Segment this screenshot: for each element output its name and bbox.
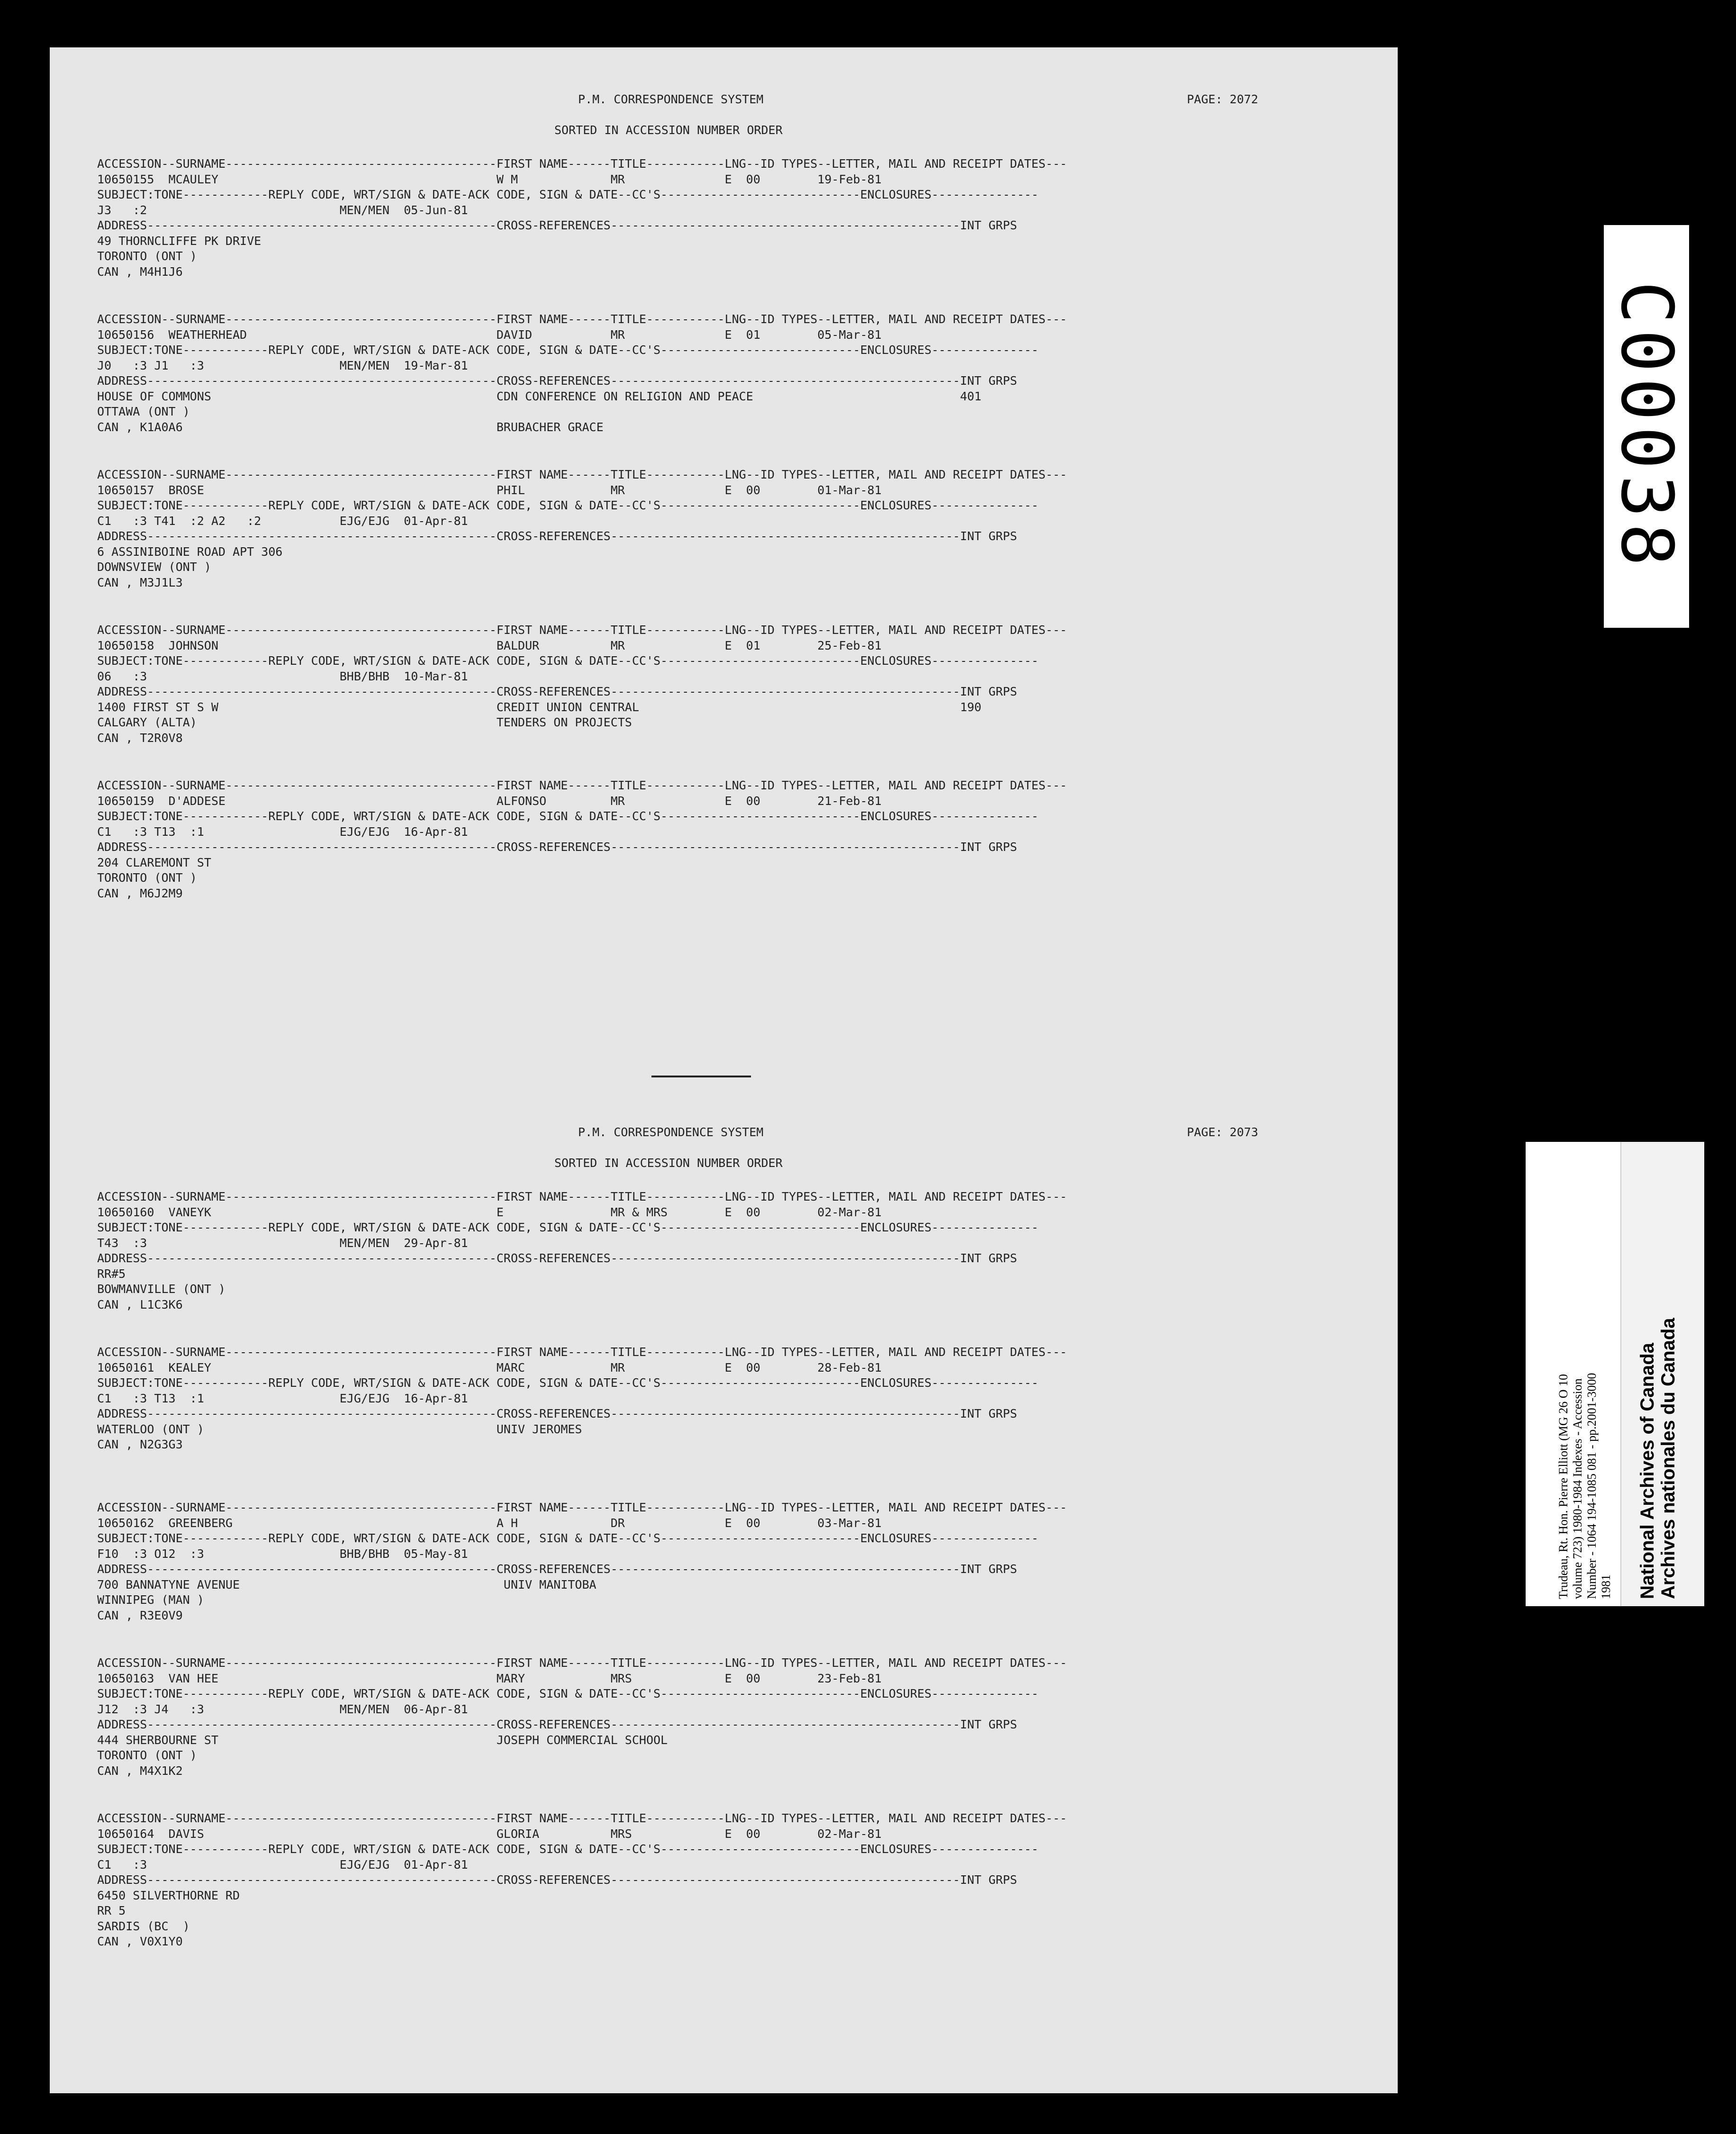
feed-hole: [1402, 1885, 1420, 1902]
feed-hole: [20, 1454, 37, 1471]
feed-hole: [20, 1550, 37, 1567]
record-line: DOWNSVIEW (ONT ): [97, 560, 211, 574]
record-line: 700 BANNATYNE AVENUE UNIV MANITOBA: [97, 1577, 597, 1591]
record-line: CAN , L1C3K6: [97, 1297, 183, 1311]
record-line: SUBJECT:TONE------------REPLY CODE, WRT/SIGN & DATE-ACK CODE, SIGN & DATE--CC'S----------------------------ENCLOSURES---------------: [97, 1221, 1039, 1234]
feed-hole: [1402, 2076, 1420, 2093]
record-line: ACCESSION--SURNAME--------------------------------------FIRST NAME------TITLE-----------LNG--ID TYPES--LETTER, MAIL AND RECEIPT DATES---: [97, 1190, 1067, 1203]
feed-hole: [1402, 1789, 1420, 1806]
feed-hole: [20, 1263, 37, 1280]
record-line: 444 SHERBOURNE ST JOSEPH COMMERCIAL SCHOOL: [97, 1733, 668, 1747]
record-line: ACCESSION--SURNAME--------------------------------------FIRST NAME------TITLE-----------LNG--ID TYPES--LETTER, MAIL AND RECEIPT DATES---: [97, 1345, 1067, 1359]
feed-hole: [20, 114, 37, 131]
record-line: SUBJECT:TONE------------REPLY CODE, WRT/SIGN & DATE-ACK CODE, SIGN & DATE--CC'S----------------------------ENCLOSURES---------------: [97, 1687, 1039, 1700]
feed-hole: [20, 1311, 37, 1328]
record-line: OTTAWA (ONT ): [97, 405, 190, 418]
record-line: T43 :3 MEN/MEN 29-Apr-81: [97, 1236, 468, 1250]
feed-hole: [1402, 976, 1420, 993]
record-line: ADDRESS-------------------------------------------------CROSS-REFERENCES-------------------------------------------------INT GRPS: [97, 1873, 1017, 1887]
feed-hole: [20, 210, 37, 227]
feed-hole: [1402, 1406, 1420, 1423]
page-separator: [651, 1076, 751, 1077]
record-line: CAN , T2R0V8: [97, 731, 183, 745]
record-line: 10650159 D'ADDESE ALFONSO MR E 00 21-Feb-81: [97, 794, 882, 808]
feed-hole: [1402, 353, 1420, 371]
feed-hole: [1402, 1837, 1420, 1854]
record-line: CAN , M6J2M9: [97, 886, 183, 900]
report-title: P.M. CORRESPONDENCE SYSTEM: [578, 1125, 764, 1139]
record-line: 10650161 KEALEY MARC MR E 00 28-Feb-81: [97, 1360, 882, 1374]
archive-institution-name: [1637, 1318, 1679, 1599]
feed-hole: [1402, 1358, 1420, 1375]
institution-line-en: National Archives of Canada: [1637, 1343, 1658, 1599]
feed-hole: [20, 641, 37, 658]
record-line: 10650162 GREENBERG A H DR E 00 03-Mar-81: [97, 1516, 882, 1530]
feed-hole: [20, 306, 37, 323]
correspondence-record: [50, 1500, 1398, 1623]
record-line: ACCESSION--SURNAME--------------------------------------FIRST NAME------TITLE-----------LNG--ID TYPES--LETTER, MAIL AND RECEIPT DATES---: [97, 623, 1067, 637]
sort-order: SORTED IN ACCESSION NUMBER ORDER: [554, 1156, 783, 1170]
record-line: 10650163 VAN HEE MARY MRS E 00 23-Feb-81: [97, 1671, 882, 1685]
record-line: C1 :3 T13 :1 EJG/EJG 16-Apr-81: [97, 824, 468, 839]
record-line: 10650157 BROSE PHIL MR E 00 01-Mar-81: [97, 483, 882, 497]
record-line: ACCESSION--SURNAME--------------------------------------FIRST NAME------TITLE-----------LNG--ID TYPES--LETTER, MAIL AND RECEIPT DATES---: [97, 1501, 1067, 1514]
reference-line: Number - 1064 194-1085 081 - pp.2001-3000: [1585, 1373, 1599, 1599]
feed-hole: [20, 1980, 37, 1998]
feed-hole: [1402, 880, 1420, 897]
record-line: TORONTO (ONT ): [97, 249, 197, 263]
record-line: CAN , V0X1Y0: [97, 1935, 183, 1948]
page-number: PAGE: 2072: [1187, 92, 1258, 106]
record-line: ADDRESS-------------------------------------------------CROSS-REFERENCES-------------------------------------------------INT GRPS: [97, 529, 1017, 543]
record-line: ACCESSION--SURNAME--------------------------------------FIRST NAME------TITLE-----------LNG--ID TYPES--LETTER, MAIL AND RECEIPT DATES---: [97, 1811, 1067, 1825]
record-line: ADDRESS-------------------------------------------------CROSS-REFERENCES-------------------------------------------------INT GRPS: [97, 218, 1017, 232]
feed-hole: [20, 162, 37, 179]
feed-hole: [20, 545, 37, 562]
record-line: SUBJECT:TONE------------REPLY CODE, WRT/SIGN & DATE-ACK CODE, SIGN & DATE--CC'S----------------------------ENCLOSURES---------------: [97, 343, 1039, 357]
record-line: 49 THORNCLIFFE PK DRIVE: [97, 234, 262, 248]
record-line: SUBJECT:TONE------------REPLY CODE, WRT/SIGN & DATE-ACK CODE, SIGN & DATE--CC'S----------------------------ENCLOSURES---------------: [97, 1376, 1039, 1390]
record-line: ADDRESS-------------------------------------------------CROSS-REFERENCES-------------------------------------------------INT GRPS: [97, 1251, 1017, 1265]
record-line: ADDRESS-------------------------------------------------CROSS-REFERENCES-------------------------------------------------INT GRPS: [97, 1562, 1017, 1576]
feed-hole: [1402, 784, 1420, 801]
record-line: 6 ASSINIBOINE ROAD APT 306: [97, 544, 283, 559]
record-line: C1 :3 T13 :1 EJG/EJG 16-Apr-81: [97, 1391, 468, 1405]
report-title: P.M. CORRESPONDENCE SYSTEM: [578, 92, 764, 106]
record-line: ACCESSION--SURNAME--------------------------------------FIRST NAME------TITLE-----------LNG--ID TYPES--LETTER, MAIL AND RECEIPT DATES---: [97, 468, 1067, 481]
feed-hole: [1402, 688, 1420, 705]
feed-hole: [20, 2076, 37, 2093]
reference-line: 1981: [1599, 1574, 1613, 1599]
record-line: F10 :3 O12 :3 BHB/BHB 05-May-81: [97, 1546, 468, 1561]
feed-hole: [1402, 306, 1420, 323]
feed-hole: [1402, 1311, 1420, 1328]
correspondence-record: [50, 778, 1398, 901]
record-line: 1400 FIRST ST S W CREDIT UNION CENTRAL 190: [97, 700, 982, 714]
feed-hole: [1402, 401, 1420, 418]
record-line: TORONTO (ONT ): [97, 1748, 197, 1762]
record-line: ACCESSION--SURNAME--------------------------------------FIRST NAME------TITLE-----------LNG--ID TYPES--LETTER, MAIL AND RECEIPT DATES---: [97, 1656, 1067, 1670]
correspondence-record: [50, 1655, 1398, 1779]
feed-hole: [20, 449, 37, 466]
right-tractor-feed-holes: [1402, 47, 1421, 2093]
feed-hole: [1402, 545, 1420, 562]
record-line: SUBJECT:TONE------------REPLY CODE, WRT/SIGN & DATE-ACK CODE, SIGN & DATE--CC'S----------------------------ENCLOSURES---------------: [97, 1531, 1039, 1545]
feed-hole: [20, 1646, 37, 1663]
feed-hole: [20, 1406, 37, 1423]
feed-hole: [1402, 1598, 1420, 1615]
record-line: ACCESSION--SURNAME--------------------------------------FIRST NAME------TITLE-----------LNG--ID TYPES--LETTER, MAIL AND RECEIPT DATES---: [97, 312, 1067, 326]
feed-hole: [1402, 1933, 1420, 1950]
record-line: WINNIPEG (MAN ): [97, 1593, 204, 1607]
feed-hole: [20, 928, 37, 945]
record-line: 10650155 MCAULEY W M MR E 00 19-Feb-81: [97, 172, 882, 186]
correspondence-record: [50, 1811, 1398, 1948]
record-line: CAN , M3J1L3: [97, 575, 183, 589]
feed-hole: [1402, 1646, 1420, 1663]
reference-line: volume 723) 1980-1984 Indexes - Accession: [1571, 1378, 1584, 1599]
feed-hole: [1402, 2028, 1420, 2045]
feed-hole: [1402, 449, 1420, 466]
reel-number-text: C00038: [1605, 281, 1688, 572]
feed-hole: [1402, 1550, 1420, 1567]
feed-hole: [1402, 832, 1420, 849]
institution-line-fr: Archives nationales du Canada: [1658, 1318, 1679, 1599]
feed-hole: [1402, 1263, 1420, 1280]
record-line: ADDRESS-------------------------------------------------CROSS-REFERENCES-------------------------------------------------INT GRPS: [97, 374, 1017, 388]
feed-hole: [1402, 497, 1420, 514]
record-line: 6450 SILVERTHORNE RD: [97, 1888, 240, 1902]
record-line: CAN , M4X1K2: [97, 1763, 183, 1778]
record-line: SUBJECT:TONE------------REPLY CODE, WRT/SIGN & DATE-ACK CODE, SIGN & DATE--CC'S----------------------------ENCLOSURES---------------: [97, 809, 1039, 823]
feed-hole: [20, 784, 37, 801]
page-number: PAGE: 2073: [1187, 1125, 1258, 1139]
feed-hole: [1402, 736, 1420, 753]
page-header: [50, 92, 1398, 159]
feed-hole: [20, 688, 37, 705]
record-line: 10650156 WEATHERHEAD DAVID MR E 01 05-Mar-81: [97, 327, 882, 342]
feed-hole: [1402, 1454, 1420, 1471]
record-line: 10650164 DAVIS GLORIA MRS E 00 02-Mar-81: [97, 1827, 882, 1841]
archive-reference-text: [1556, 1373, 1613, 1599]
feed-hole: [20, 66, 37, 83]
feed-hole: [20, 593, 37, 610]
feed-hole: [20, 1119, 37, 1136]
feed-hole: [1402, 1119, 1420, 1136]
feed-hole: [20, 976, 37, 993]
feed-hole: [20, 832, 37, 849]
feed-hole: [1402, 1023, 1420, 1040]
feed-hole: [20, 1598, 37, 1615]
record-line: CALGARY (ALTA) TENDERS ON PROJECTS: [97, 715, 632, 729]
correspondence-record: [50, 623, 1398, 746]
record-line: J12 :3 J4 :3 MEN/MEN 06-Apr-81: [97, 1702, 468, 1716]
feed-hole: [1402, 1693, 1420, 1710]
record-line: CAN , R3E0V9: [97, 1608, 183, 1622]
feed-hole: [20, 1071, 37, 1088]
feed-hole: [1402, 593, 1420, 610]
record-line: RR 5: [97, 1904, 126, 1917]
record-line: ACCESSION--SURNAME--------------------------------------FIRST NAME------TITLE-----------LNG--ID TYPES--LETTER, MAIL AND RECEIPT DATES---: [97, 778, 1067, 792]
record-line: SUBJECT:TONE------------REPLY CODE, WRT/SIGN & DATE-ACK CODE, SIGN & DATE--CC'S----------------------------ENCLOSURES---------------: [97, 654, 1039, 668]
correspondence-record: [50, 467, 1398, 590]
record-line: C1 :3 T41 :2 A2 :2 EJG/EJG 01-Apr-81: [97, 514, 468, 528]
feed-hole: [1402, 1502, 1420, 1519]
sort-order: SORTED IN ACCESSION NUMBER ORDER: [554, 123, 783, 137]
feed-hole: [1402, 114, 1420, 131]
record-line: 06 :3 BHB/BHB 10-Mar-81: [97, 669, 468, 683]
record-line: ADDRESS-------------------------------------------------CROSS-REFERENCES-------------------------------------------------INT GRPS: [97, 840, 1017, 854]
feed-hole: [1402, 1071, 1420, 1088]
feed-hole: [1402, 162, 1420, 179]
feed-hole: [20, 1215, 37, 1232]
left-tractor-feed-holes: [20, 47, 39, 2093]
record-line: RR#5: [97, 1266, 126, 1281]
feed-hole: [20, 353, 37, 371]
record-line: 10650160 VANEYK E MR & MRS E 00 02-Mar-81: [97, 1205, 882, 1219]
feed-hole: [20, 1167, 37, 1184]
correspondence-record: [50, 1189, 1398, 1312]
record-line: J0 :3 J1 :3 MEN/MEN 19-Mar-81: [97, 358, 468, 372]
record-line: SUBJECT:TONE------------REPLY CODE, WRT/SIGN & DATE-ACK CODE, SIGN & DATE--CC'S----------------------------ENCLOSURES---------------: [97, 188, 1039, 201]
record-line: 10650158 JOHNSON BALDUR MR E 01 25-Feb-81: [97, 638, 882, 652]
feed-hole: [1402, 1167, 1420, 1184]
record-line: HOUSE OF COMMONS CDN CONFERENCE ON RELIGION AND PEACE 401: [97, 389, 982, 403]
feed-hole: [1402, 1215, 1420, 1232]
record-line: ACCESSION--SURNAME--------------------------------------FIRST NAME------TITLE-----------LNG--ID TYPES--LETTER, MAIL AND RECEIPT DATES---: [97, 157, 1067, 171]
record-line: CAN , K1A0A6 BRUBACHER GRACE: [97, 420, 604, 434]
record-line: ADDRESS-------------------------------------------------CROSS-REFERENCES-------------------------------------------------INT GRPS: [97, 685, 1017, 698]
record-line: TORONTO (ONT ): [97, 871, 197, 885]
feed-hole: [20, 497, 37, 514]
record-line: CAN , M4H1J6: [97, 264, 183, 279]
feed-hole: [20, 258, 37, 275]
correspondence-record: [50, 312, 1398, 435]
feed-hole: [20, 2028, 37, 2045]
record-line: BOWMANVILLE (ONT ): [97, 1282, 226, 1296]
record-line: SUBJECT:TONE------------REPLY CODE, WRT/SIGN & DATE-ACK CODE, SIGN & DATE--CC'S----------------------------ENCLOSURES---------------: [97, 1842, 1039, 1856]
feed-hole: [20, 1885, 37, 1902]
feed-hole: [20, 1933, 37, 1950]
record-line: ADDRESS-------------------------------------------------CROSS-REFERENCES-------------------------------------------------INT GRPS: [97, 1718, 1017, 1731]
feed-hole: [20, 1789, 37, 1806]
feed-hole: [20, 1023, 37, 1040]
record-line: CAN , N2G3G3: [97, 1438, 183, 1451]
feed-hole: [20, 736, 37, 753]
record-line: 204 CLAREMONT ST: [97, 855, 211, 869]
record-line: SUBJECT:TONE------------REPLY CODE, WRT/SIGN & DATE-ACK CODE, SIGN & DATE--CC'S----------------------------ENCLOSURES---------------: [97, 498, 1039, 512]
feed-hole: [1402, 258, 1420, 275]
record-line: ADDRESS-------------------------------------------------CROSS-REFERENCES-------------------------------------------------INT GRPS: [97, 1407, 1017, 1420]
feed-hole: [20, 1837, 37, 1854]
feed-hole: [1402, 928, 1420, 945]
record-line: WATERLOO (ONT ) UNIV JEROMES: [97, 1422, 582, 1436]
feed-hole: [20, 1358, 37, 1375]
feed-hole: [20, 1502, 37, 1519]
feed-hole: [20, 401, 37, 418]
feed-hole: [1402, 1980, 1420, 1998]
record-line: J3 :2 MEN/MEN 05-Jun-81: [97, 203, 468, 217]
feed-hole: [1402, 641, 1420, 658]
reel-number: [1604, 225, 1689, 628]
correspondence-record: [50, 1345, 1398, 1468]
record-line: SARDIS (BC ): [97, 1919, 190, 1933]
feed-hole: [1402, 66, 1420, 83]
feed-hole: [20, 1693, 37, 1710]
page-header: [50, 1125, 1398, 1192]
record-line: C1 :3 EJG/EJG 01-Apr-81: [97, 1857, 468, 1872]
feed-hole: [1402, 210, 1420, 227]
feed-hole: [1402, 1741, 1420, 1758]
correspondence-record: [50, 156, 1398, 280]
feed-hole: [20, 1741, 37, 1758]
feed-hole: [20, 880, 37, 897]
reference-line: Trudeau, Rt. Hon. Pierre Elliott (MG 26 O 10: [1556, 1374, 1570, 1599]
